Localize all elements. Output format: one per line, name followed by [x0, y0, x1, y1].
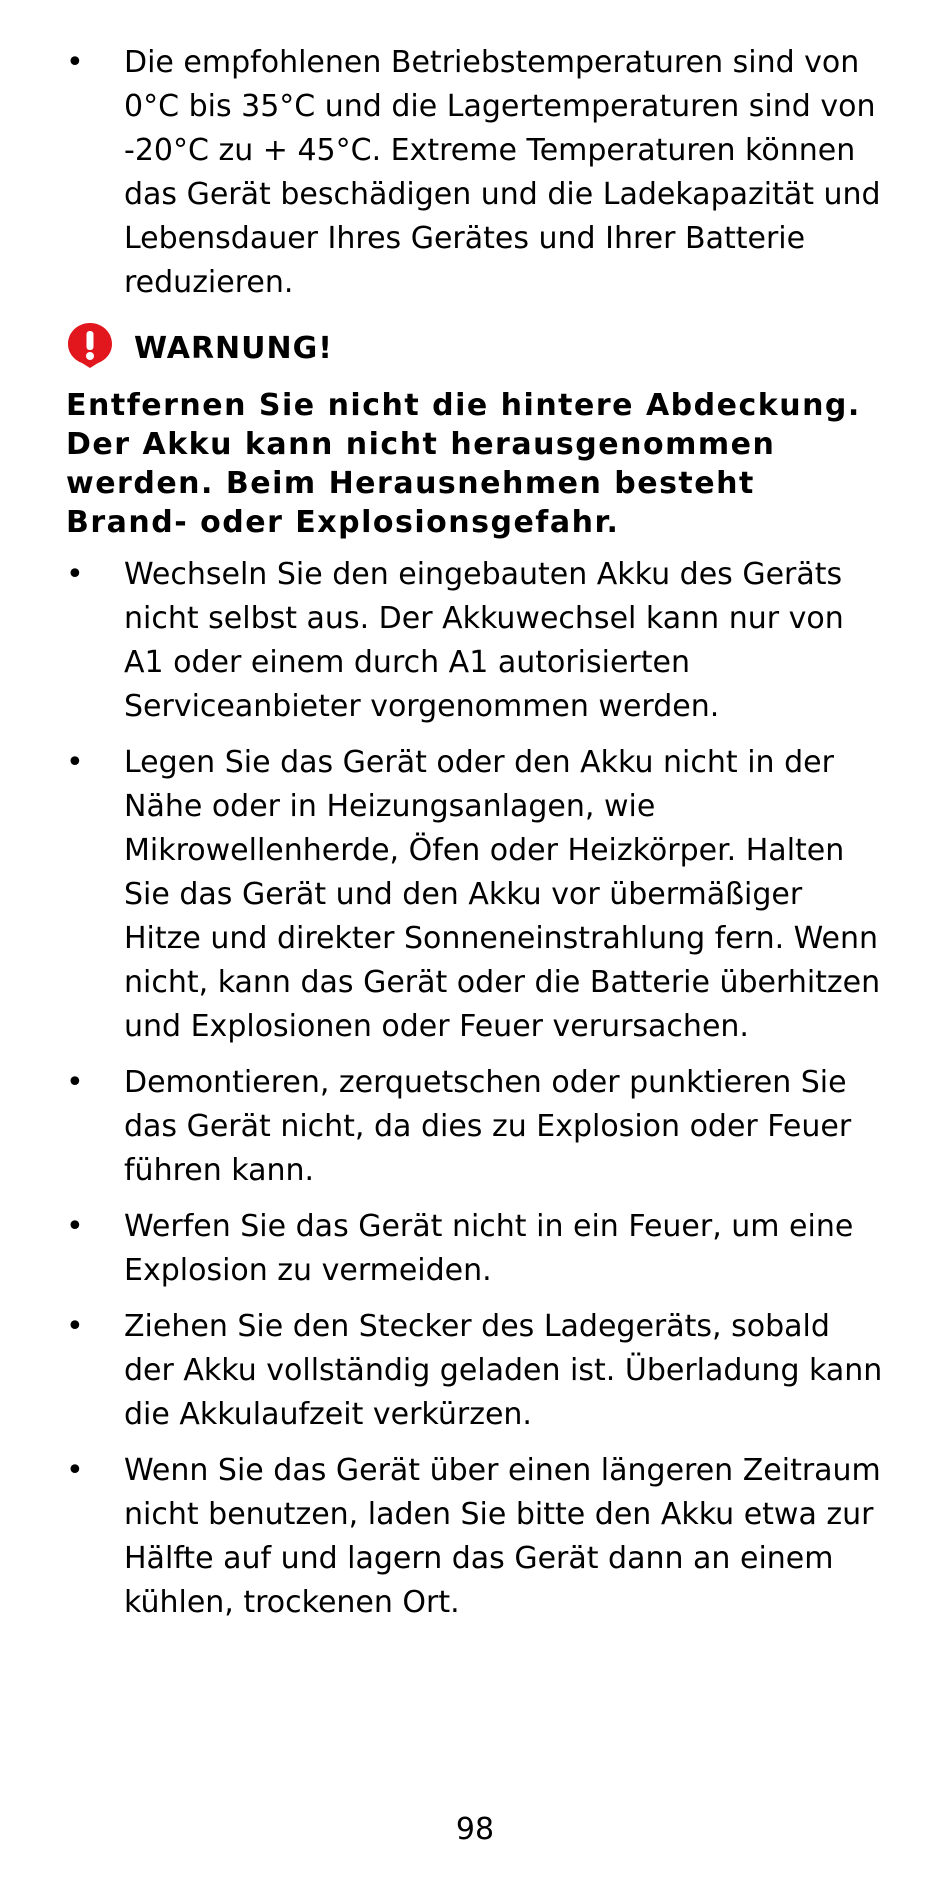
warning-title: WARNUNG!: [134, 330, 333, 366]
list-item-text: Ziehen Sie den Stecker des Ladegeräts, sobald der Akku vollständig geladen ist. Überladung kann die Akkulaufzeit verkürzen.: [124, 1309, 883, 1432]
list-item-text: Die empfohlenen Betriebstemperaturen sind von 0°C bis 35°C und die Lagertemperaturen sind von -20°C zu + 45°C. Extreme Temperaturen können das Gerät beschädigen und die Ladekapazität und Lebensdauer Ihres Gerätes und Ihrer Batterie reduzieren.: [124, 45, 881, 300]
list-item: [66, 1449, 886, 1625]
warning-icon: [66, 321, 114, 369]
list-item-text: Werfen Sie das Gerät nicht in ein Feuer, um eine Explosion zu vermeiden.: [124, 1209, 854, 1288]
bullet-dot: •: [66, 45, 84, 80]
list-item: [66, 1305, 886, 1437]
list-item-text: Wenn Sie das Gerät über einen längeren Zeitraum nicht benutzen, laden Sie bitte den Akku etwa zur Hälfte auf und lagern das Gerät dann an einem kühlen, trockenen Ort.: [124, 1453, 881, 1620]
list-item: [66, 741, 886, 1049]
list-item: [66, 553, 886, 729]
bullet-dot: •: [66, 1065, 84, 1100]
list-item-text: Demontieren, zerquetschen oder punktieren Sie das Gerät nicht, da dies zu Explosion oder Feuer führen kann.: [124, 1065, 852, 1188]
bullet-dot: •: [66, 1309, 84, 1344]
bottom-bullet-list: [66, 553, 886, 1637]
list-item-text: Legen Sie das Gerät oder den Akku nicht in der Nähe oder in Heizungsanlagen, wie Mikrowellenherde, Öfen oder Heizkörper. Halten Sie das Gerät und den Akku vor übermäßiger Hitze und direkter Sonneneinstrahlung fern. Wenn nicht, kann das Gerät oder die Batterie überhitzen und Explosionen oder Feuer verursachen.: [124, 745, 881, 1044]
bullet-dot: •: [66, 1209, 84, 1244]
bullet-dot: •: [66, 557, 84, 592]
warning-heading: [66, 320, 333, 370]
bullet-dot: •: [66, 745, 84, 780]
list-item: [66, 41, 886, 305]
page-number: 98: [455, 1812, 495, 1847]
warning-text: Entfernen Sie nicht die hintere Abdeckung. Der Akku kann nicht herausgenommen werden. Beim Herausnehmen besteht Brand- oder Explosionsgefahr.: [66, 388, 861, 540]
list-item: [66, 1205, 886, 1293]
top-bullet-list: [66, 41, 886, 317]
list-item: [66, 1061, 886, 1193]
bullet-dot: •: [66, 1453, 84, 1488]
list-item-text: Wechseln Sie den eingebauten Akku des Geräts nicht selbst aus. Der Akkuwechsel kann nur von A1 oder einem durch A1 autorisierten Serviceanbieter vorgenommen werden.: [124, 557, 844, 724]
